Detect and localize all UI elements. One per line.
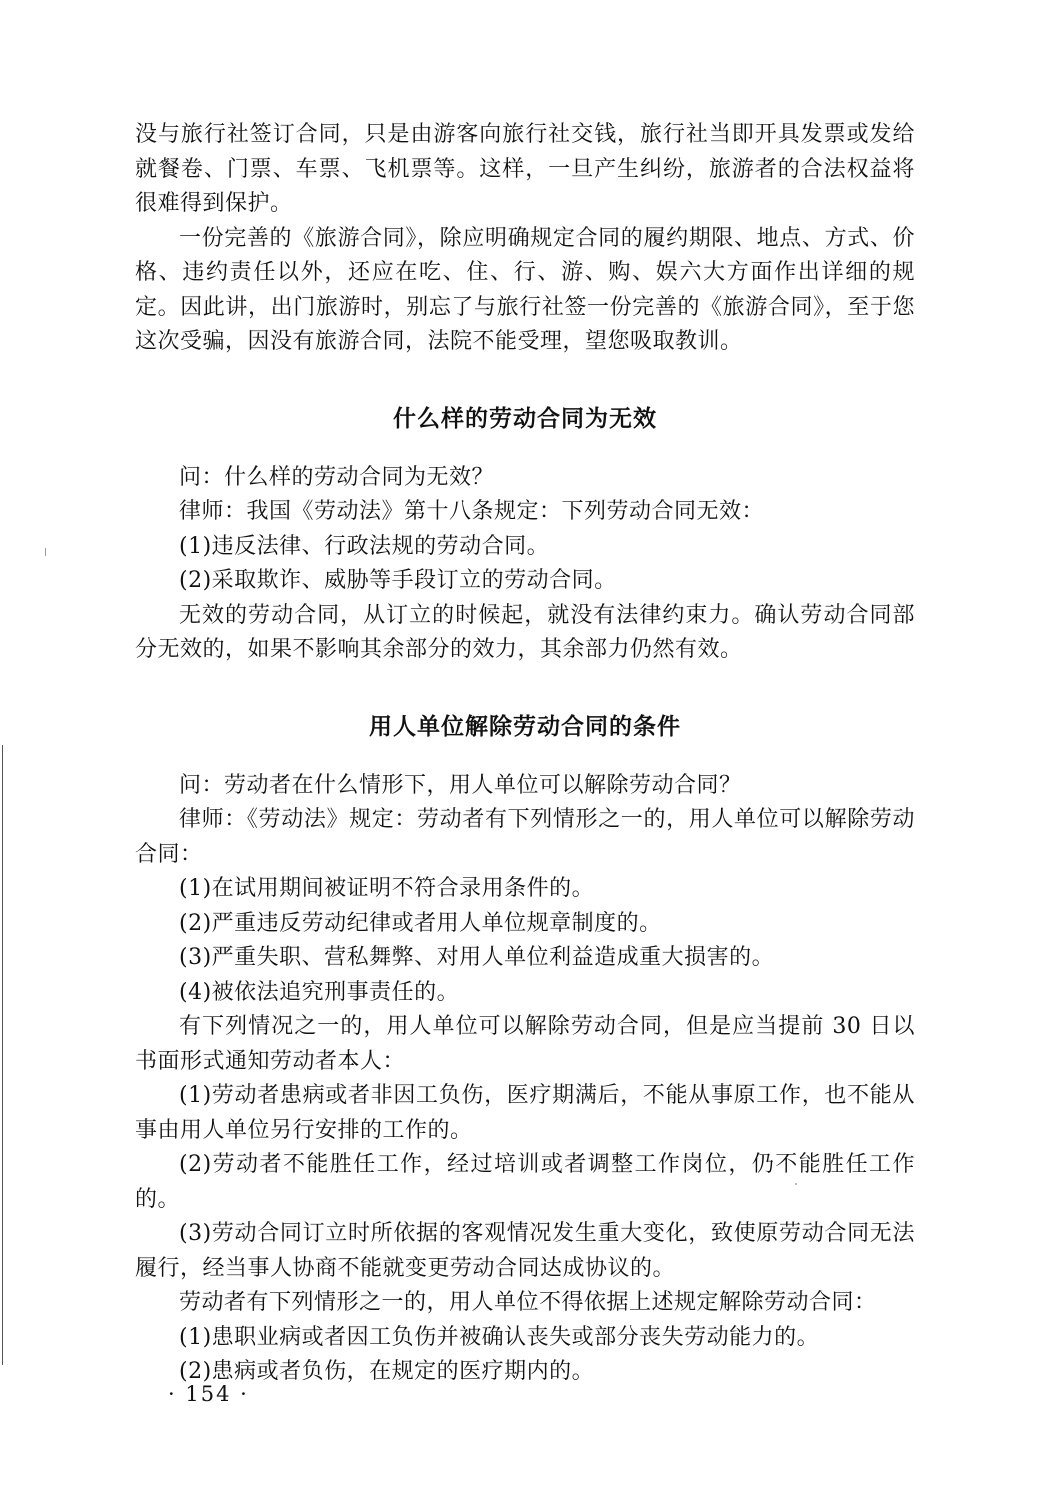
section-2-item-b2: (2)劳动者不能胜任工作，经过培训或者调整工作岗位，仍不能胜任工作的。: [135, 1152, 915, 1212]
section-2-item-a3: (3)严重失职、营私舞弊、对用人单位利益造成重大损害的。: [179, 945, 775, 970]
page-content: [135, 118, 915, 1390]
section-2-item-c2: (2)患病或者负伤，在规定的医疗期内的。: [179, 1359, 595, 1384]
page-number: · 154 ·: [168, 1382, 249, 1406]
scan-mark: [45, 548, 46, 556]
section-1-item-1: (1)违反法律、行政法规的劳动合同。: [179, 533, 550, 559]
section-2-item-a1: (1)在试用期间被证明不符合录用条件的。: [179, 876, 595, 901]
intro-paragraph-2: 一份完善的《旅游合同》，除应明确规定合同的履约期限、地点、方式、价格、违约责任以外，还应在吃、住、行、游、购、娱六大方面作出详细的规定。因此讲，出门旅游时，别忘了与旅行社签一份完善的《旅游合同》，至于您这次受骗，因没有旅游合同，法院不能受理，望您吸取教训。: [135, 225, 915, 354]
section-1-answer: 律师：我国《劳动法》第十八条规定：下列劳动合同无效：: [179, 499, 765, 524]
section-1-question: 问：什么样的劳动合同为无效？: [179, 464, 495, 490]
section-2-notice-intro: 有下列情况之一的，用人单位可以解除劳动合同，但是应当提前 30 日以书面形式通知劳动者本人：: [135, 1014, 915, 1074]
section-1-conclusion: 无效的劳动合同，从订立的时候起，就没有法律约束力。确认劳动合同部分无效的，如果不影响其余部分的效力，其余部力仍然有效。: [135, 602, 915, 662]
section-1-title: 什么样的劳动合同为无效: [393, 405, 657, 432]
scan-edge-line: [2, 745, 3, 1365]
section-2-question: 问：劳动者在什么情形下，用人单位可以解除劳动合同？: [179, 772, 742, 798]
section-2-item-c1: (1)患职业病或者因工负伤并被确认丧失或部分丧失劳动能力的。: [179, 1324, 820, 1350]
intro-paragraph-1: 没与旅行社签订合同，只是由游客向旅行社交钱，旅行社当即开具发票或发给就餐卷、门票、车票、飞机票等。这样，一旦产生纠纷，旅游者的合法权益将很难得到保护。: [135, 122, 915, 216]
section-2-answer: 律师：《劳动法》规定：劳动者有下列情形之一的，用人单位可以解除劳动合同：: [135, 807, 915, 867]
section-2-item-a4: (4)被依法追究刑事责任的。: [179, 979, 460, 1005]
section-2-item-b1: (1)劳动者患病或者非因工负伤，医疗期满后，不能从事原工作，也不能从事由用人单位另行安排的工作的。: [135, 1083, 915, 1143]
section-2-title: 用人单位解除劳动合同的条件: [369, 713, 681, 740]
section-2-item-a2: (2)严重违反劳动纪律或者用人单位规章制度的。: [179, 910, 662, 936]
section-2-prohibit-intro: 劳动者有下列情形之一的，用人单位不得依据上述规定解除劳动合同：: [179, 1290, 877, 1315]
section-2-item-b3: (3)劳动合同订立时所依据的客观情况发生重大变化，致使原劳动合同无法履行，经当事人协商不能就变更劳动合同达成协议的。: [135, 1221, 915, 1281]
section-1-item-2: (2)采取欺诈、威胁等手段订立的劳动合同。: [179, 568, 617, 593]
